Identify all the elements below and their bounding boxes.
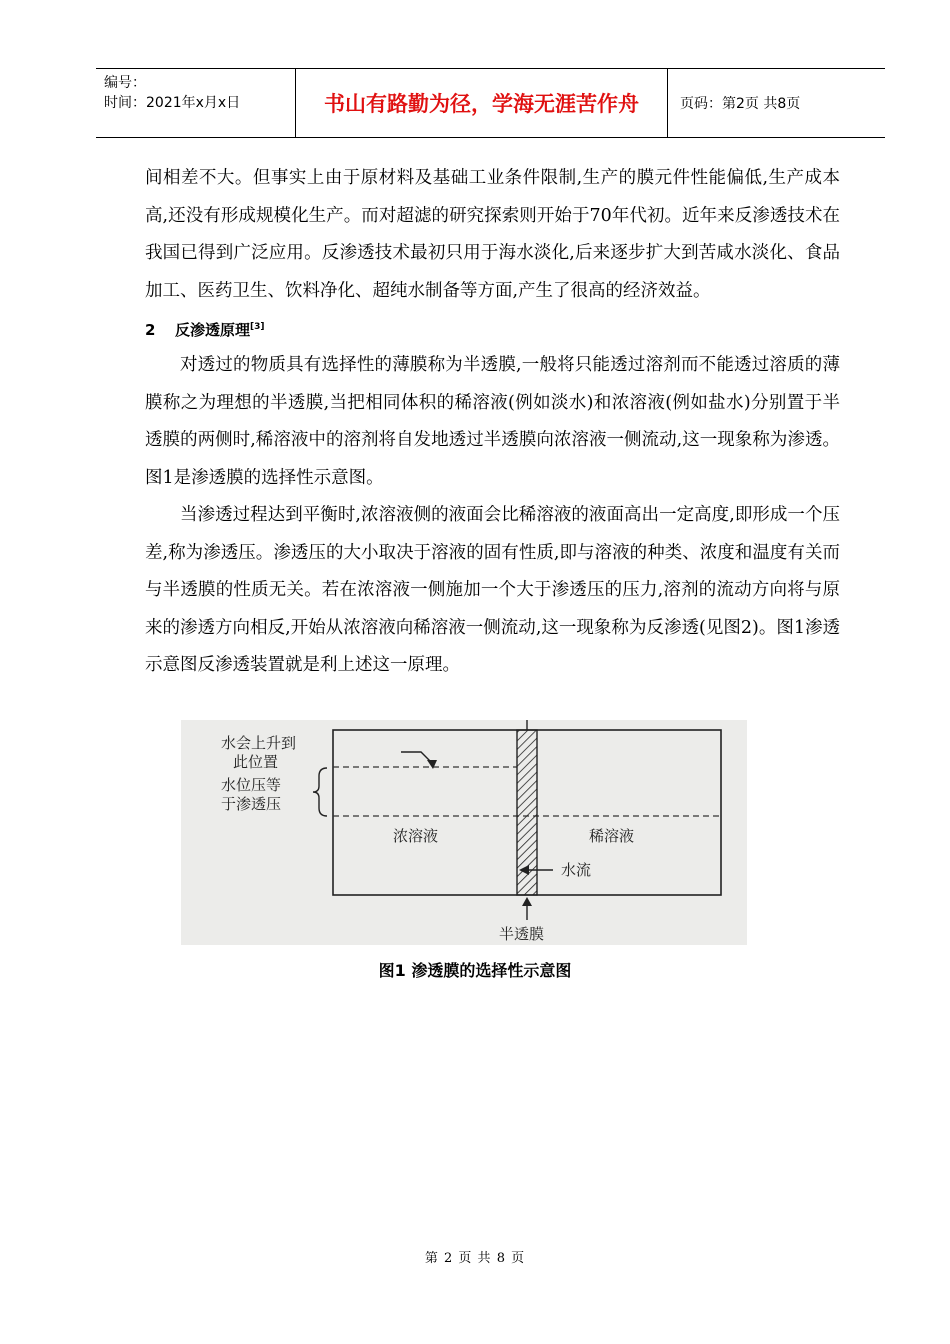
header-meta <box>96 69 296 137</box>
rise-pointer-line <box>401 752 433 764</box>
paragraph-osmosis: 对透过的物质具有选择性的薄膜称为半透膜,一般将只能透过溶剂而不能透过溶质的薄膜称之为理想的半透膜,当把相同体积的稀溶液(例如淡水)和浓溶液(例如盐水)分别置于半透膜的两侧时,稀溶液中的溶剂将自发地透过半透膜向浓溶液一侧流动,这一现象称为渗透。图1是渗透膜的选择性示意图。 <box>145 355 840 488</box>
label-concentrated-solution: 浓溶液 <box>393 827 439 845</box>
label-membrane: 半透膜 <box>499 925 545 943</box>
label-rise-line1: 水会上升到 <box>221 734 297 752</box>
section-heading <box>145 310 840 347</box>
header-time-label: 时间：2021年x月x日 <box>104 95 241 111</box>
label-dilute-solution: 稀溶液 <box>589 827 635 845</box>
page-header <box>96 68 885 138</box>
section-reference: [3] <box>250 322 265 332</box>
label-water-flow: 水流 <box>561 861 592 879</box>
label-pressure-line1: 水位压等 <box>221 776 282 794</box>
pressure-brace <box>313 768 327 816</box>
osmosis-diagram-svg <box>181 720 747 945</box>
osmosis-diagram <box>181 720 747 945</box>
document-body <box>145 160 840 685</box>
label-rise-line2: 此位置 <box>233 753 279 771</box>
section-number: 2 <box>145 321 156 339</box>
figure-caption: 图1 渗透膜的选择性示意图 <box>378 961 572 980</box>
rise-pointer-arrowhead <box>427 760 437 769</box>
section-title: 反渗透原理 <box>175 321 251 339</box>
membrane-pointer-arrowhead <box>522 897 532 906</box>
header-page-info: 页码：第2页 共8页 <box>680 96 801 112</box>
paragraph-reverse-osmosis: 当渗透过程达到平衡时,浓溶液侧的液面会比稀溶液的液面高出一定高度,即形成一个压差,称为渗透压。渗透压的大小取决于溶液的固有性质,即与溶液的种类、浓度和温度有关而与半透膜的性质无关。若在浓溶液一侧施加一个大于渗透压的压力,溶剂的流动方向将与原来的渗透方向相反,开始从浓溶液向稀溶液一侧流动,这一现象称为反渗透(见图2)。图1渗透示意图反渗透装置就是利上述这一原理。 <box>145 505 840 675</box>
paragraph-continuation: 间相差不大。但事实上由于原材料及基础工业条件限制,生产的膜元件性能偏低,生产成本高,还没有形成规模化生产。而对超滤的研究探索则开始于70年代初。近年来反渗透技术在我国已得到广泛应用。反渗透技术最初只用于海水淡化,后来逐步扩大到苦咸水淡化、食品加工、医药卫生、饮料净化、超纯水制备等方面,产生了很高的经济效益。 <box>145 168 840 301</box>
header-number-label: 编号： <box>104 75 146 91</box>
header-motto: 书山有路勤为径，学海无涯苦作舟 <box>296 69 668 137</box>
label-pressure-line2: 于渗透压 <box>221 795 282 813</box>
page-footer: 第 2 页 共 8 页 <box>424 1251 526 1266</box>
